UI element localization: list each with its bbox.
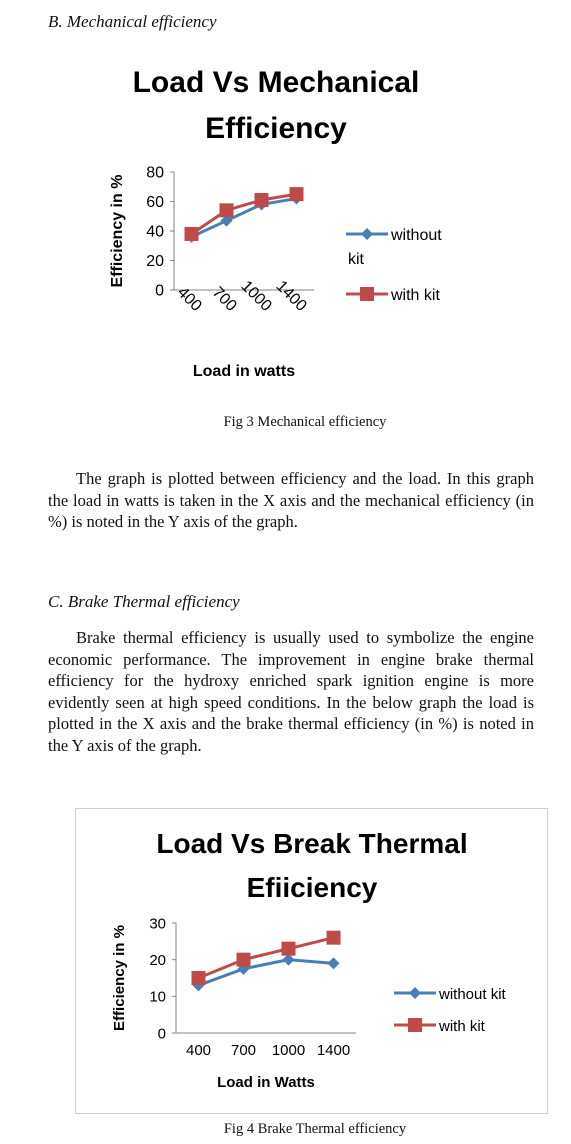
legend-marker-with-kit	[360, 287, 374, 301]
chart-brake-thermal-efficiency-svg	[76, 809, 547, 1113]
legend-marker-without-kit	[409, 987, 421, 999]
chart-title-line: Load Vs Break Thermal	[156, 828, 468, 859]
series-line-with-kit	[199, 938, 334, 978]
y-axis-label: Efficiency in %	[109, 174, 126, 288]
legend-label: kit	[348, 251, 364, 268]
chart-title-line: Efiiciency	[246, 872, 378, 903]
section-heading-brake-thermal: C. Brake Thermal efficiency	[48, 592, 240, 611]
x-tick-label: 400	[173, 283, 205, 315]
y-tick-label: 30	[149, 915, 166, 933]
x-tick-label: 1400	[272, 277, 310, 315]
data-point-with-kit	[327, 931, 341, 945]
x-tick-label: 1000	[271, 1042, 306, 1059]
data-point-with-kit	[290, 187, 304, 201]
x-axis-label: Load in watts	[192, 363, 296, 380]
paragraph-mechanical: The graph is plotted between efficiency and the load. In this graph the load in watts is taken in the X axis and the mechanical efficiency (in %) is noted in the Y axis of the graph.	[48, 469, 534, 531]
chart-title-line: Load Vs Mechanical	[132, 66, 420, 99]
x-tick-label: 1000	[237, 277, 275, 315]
y-tick-label: 10	[149, 988, 166, 1006]
y-tick-label: 20	[149, 951, 166, 969]
data-point-with-kit	[282, 942, 296, 956]
chart-mechanical-efficiency	[50, 42, 467, 408]
legend-marker-without-kit	[361, 228, 373, 240]
data-point-with-kit	[220, 203, 234, 217]
legend-label: without	[391, 227, 442, 244]
x-axis-label: Load in Watts	[217, 1074, 315, 1091]
figure-caption-3: Fig 3 Mechanical efficiency	[223, 414, 387, 430]
x-tick-label: 700	[208, 283, 240, 315]
y-tick-label: 0	[155, 282, 164, 300]
series-line-without-kit	[199, 960, 334, 986]
figure-caption-4: Fig 4 Brake Thermal efficiency	[223, 1121, 407, 1137]
legend-label: with kit	[439, 1018, 485, 1035]
legend-label: without kit	[439, 986, 506, 1003]
section-heading-mechanical: B. Mechanical efficiency	[48, 12, 217, 31]
x-tick-label: 400	[185, 1042, 212, 1059]
legend-label: with kit	[391, 287, 440, 304]
chart-mechanical-efficiency-svg	[50, 42, 467, 408]
y-axis-label: Efficiency in %	[111, 925, 128, 1031]
data-point-with-kit	[192, 971, 206, 985]
data-point-with-kit	[237, 953, 251, 967]
y-tick-label: 40	[146, 223, 164, 241]
x-tick-label: 1400	[316, 1042, 351, 1059]
paragraph-brake-thermal: Brake thermal efficiency is usually used to symbolize the engine economic performance. The improvement in engine brake thermal efficiency for the hydroxy enriched spark ignition engine is more evidently seen at high speed conditions. In the below graph the load is plotted in the X axis and the brake thermal efficiency (in %) is noted in the Y axis of the graph.	[48, 628, 534, 755]
data-point-without-kit	[328, 957, 340, 969]
chart-brake-thermal-efficiency	[75, 808, 548, 1114]
x-tick-label: 700	[230, 1042, 257, 1059]
data-point-with-kit	[255, 193, 269, 207]
y-tick-label: 20	[146, 253, 164, 271]
y-tick-label: 80	[146, 164, 164, 182]
y-tick-label: 60	[146, 194, 164, 212]
y-tick-label: 0	[157, 1025, 166, 1043]
chart-title-line: Efficiency	[205, 112, 347, 145]
legend-marker-with-kit	[408, 1018, 422, 1032]
data-point-with-kit	[185, 227, 199, 241]
